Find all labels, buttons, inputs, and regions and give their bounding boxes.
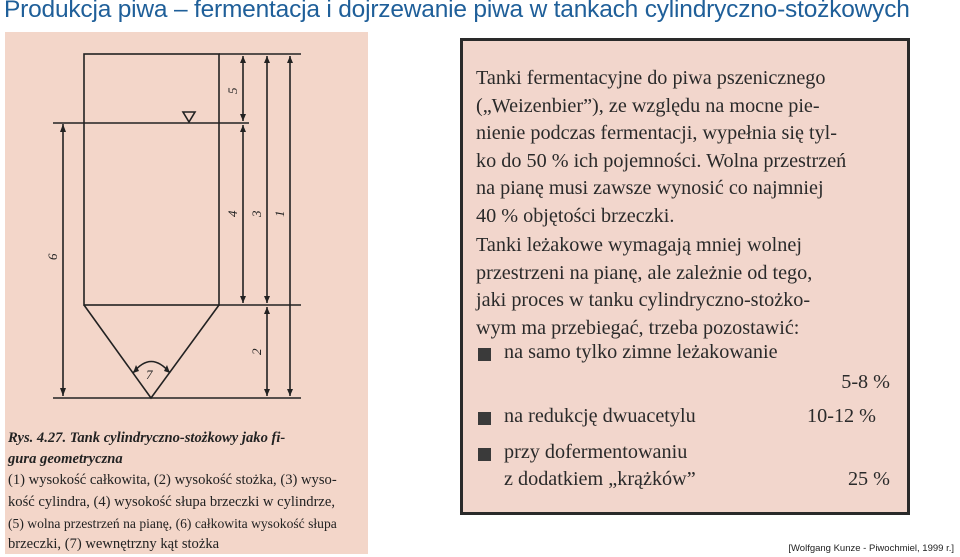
label-2: 2 bbox=[249, 348, 264, 355]
label-1: 1 bbox=[272, 210, 287, 217]
bullet-text: na samo tylko zimne leżakowanie bbox=[504, 341, 778, 363]
source-citation: [Wolfgang Kunze - Piwochmiel, 1999 r.] bbox=[788, 543, 954, 554]
label-5: 5 bbox=[225, 87, 240, 94]
bullet-text: z dodatkiem „krążków” bbox=[504, 468, 696, 490]
bullet-square-icon bbox=[478, 412, 491, 425]
bullet-value: 5-8 % bbox=[841, 371, 890, 393]
paragraph-line: przestrzeni na pianę, ale zależnie od tego, bbox=[476, 261, 813, 284]
tank-diagram bbox=[5, 32, 368, 422]
paragraph-lagering-tanks bbox=[476, 232, 812, 342]
label-6: 6 bbox=[45, 253, 60, 260]
paragraph-line: ko do 50 % ich pojemności. Wolna przestrzeń bbox=[476, 149, 847, 172]
bullet-krausening bbox=[476, 441, 896, 501]
bullet-text: na redukcję dwuacetylu bbox=[504, 405, 696, 427]
tank-cone bbox=[84, 305, 219, 398]
paragraph-line: na pianę musi zawsze wynosić co najmniej bbox=[476, 177, 824, 199]
paragraph-line: wym ma przebiegać, trzeba pozostawić: bbox=[476, 316, 800, 339]
paragraph-line: jaki proces w tanku cylindryczno-stożko- bbox=[476, 289, 811, 311]
bullet-text: przy dofermentowaniu bbox=[504, 441, 688, 463]
tank-cylinder bbox=[84, 54, 219, 305]
label-3: 3 bbox=[249, 210, 264, 217]
label-7: 7 bbox=[146, 367, 153, 382]
caption-line: (5) wolna przestrzeń na pianę, (6) całkowita wysokość słupa bbox=[8, 515, 337, 531]
bullet-value: 25 % bbox=[847, 468, 890, 490]
caption-title: Rys. 4.27. Tank cylindryczno-stożkowy jako fi- bbox=[8, 430, 286, 446]
figure-caption bbox=[8, 428, 368, 555]
paragraph-line: Tanki leżakowe wymagają mniej wolnej bbox=[476, 234, 802, 256]
bullet-square-icon bbox=[478, 448, 491, 461]
text-panel bbox=[460, 38, 910, 515]
slide-title: Produkcja piwa – fermentacja i dojrzewanie piwa w tankach cylindryczno-stożkowych bbox=[4, 0, 910, 23]
bullet-square-icon bbox=[478, 348, 491, 361]
label-4: 4 bbox=[225, 210, 240, 217]
bullet-value: 10-12 % bbox=[807, 405, 876, 427]
caption-title-cont: gura geometryczna bbox=[8, 451, 123, 468]
figure-panel bbox=[5, 32, 368, 554]
caption-line: kość cylindra, (4) wysokość słupa brzeczki w cylindrze, bbox=[8, 493, 336, 510]
caption-line: (1) wysokość całkowita, (2) wysokość stożka, (3) wyso- bbox=[8, 472, 337, 489]
level-marker bbox=[183, 112, 195, 122]
paragraph-line: 40 % objętości brzeczki. bbox=[476, 204, 675, 227]
bullet-diacetyl-reduction bbox=[476, 405, 896, 435]
caption-line: brzeczki, (7) wewnętrzny kąt stożka bbox=[8, 536, 220, 553]
bullet-cold-lagering bbox=[476, 341, 896, 401]
paragraph-fermentation-tanks bbox=[476, 65, 846, 230]
paragraph-line: („Weizenbier”), ze względu na mocne pie- bbox=[476, 94, 820, 117]
paragraph-line: Tanki fermentacyjne do piwa pszenicznego bbox=[476, 67, 826, 89]
paragraph-line: nienie podczas fermentacji, wypełnia się tyl- bbox=[476, 122, 837, 144]
